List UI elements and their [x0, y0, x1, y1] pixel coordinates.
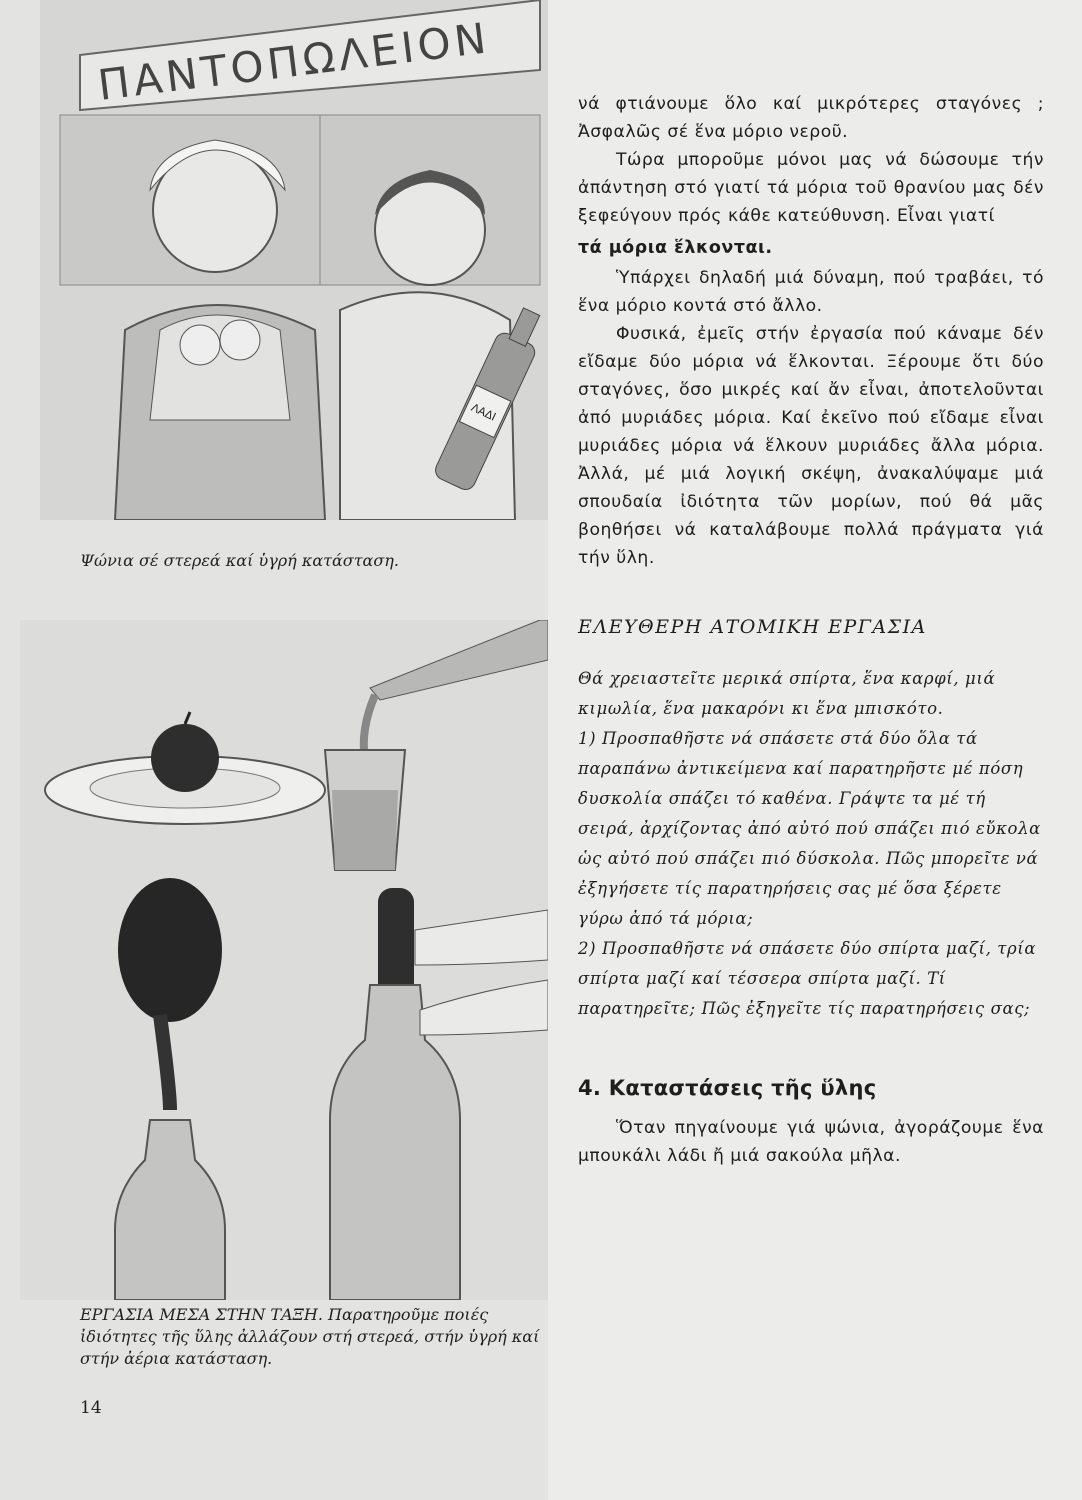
classwork-caption: ΕΡΓΑΣΙΑ ΜΕΣΑ ΣΤΗΝ ΤΑΞΗ. Παρατηροῦμε ποιές ἰδιότητες τῆς ὕλης ἀλλάζουν στή στερεά, στήν ὑγρή καί στήν ἀέρια κατάσταση. [80, 1305, 540, 1368]
page-number: 14 [80, 1398, 102, 1418]
paragraph-explanation: Φυσικά, ἐμεῖς στήν ἐργασία πού κάναμε δέν εἴδαμε δύο μόρια νά ἕλκονται. Ξέρουμε ὅτι δύο σταγόνες, ὅσο μικρές καί ἄν εἶναι, ἀποτελοῦνται ἀπό μυριάδες μόρια. Καί ἐκεῖνο πού εἴδαμε εἶναι μυριάδες μόρια νά ἕλκουν μυριάδες ἄλλα μόρια. Ἀλλά, μέ μιά λογική σκέψη, ἀνακαλύψαμε μιά σπουδαία ἰδιότητα τῶν μορίων, πού θά μᾶς βοηθήσει νά καταλάβουμε πολλά πράγματα γιά τήν ὕλη. [578, 324, 1044, 568]
key-statement: τά μόρια ἕλκονται. [578, 238, 773, 258]
section-4-text: Ὅταν πηγαίνουμε γιά ψώνια, ἀγοράζουμε ἕνα μπουκάλι λάδι ἤ μιά σακούλα μῆλα. [578, 1118, 1044, 1166]
states-drawing [20, 620, 548, 1300]
paragraph-answer: Τώρα μποροῦμε μόνοι μας νά δώσουμε τήν ἀπάντηση στό γιατί τά μόρια τοῦ θρανίου μας δέν ξεφεύγουν πρός κάθε κατεύθυνση. Εἶναι γιατί [578, 150, 1044, 226]
right-column [578, 90, 1044, 1170]
states-of-matter-illustration [20, 620, 548, 1300]
free-work-intro: Θά χρειαστεῖτε μερικά σπίρτα, ἕνα καρφί, μιά κιμωλία, ἕνα μακαρόνι κι ἕνα μπισκότο. [578, 669, 996, 718]
free-work-item-2: 2) Προσπαθῆστε νά σπάσετε δύο σπίρτα μαζί, τρία σπίρτα μαζί καί τέσσερα σπίρτα μαζί. Τί παρατηρεῖτε; Πῶς ἐξηγεῖτε τίς παρατηρήσεις σας; [578, 939, 1037, 1018]
paragraph-continuation: νά φτιάνουμε ὅλο καί μικρότερες σταγόνες ; Ἀσφαλῶς σέ ἕνα μόριο νεροῦ. [578, 94, 1044, 142]
section-4-title: 4. Καταστάσεις τῆς ὕλης [578, 1076, 877, 1100]
shopping-illustration [40, 0, 548, 520]
bottle-label-text: ΛΑΔΙ [469, 400, 498, 424]
shopping-drawing [40, 0, 548, 520]
shop-sign-text: ΠΑΝΤΟΠΩΛΕΙΟΝ [95, 13, 493, 110]
free-work-heading: ΕΛΕΥΘΕΡΗ ΑΤΟΜΙΚΗ ΕΡΓΑΣΙΑ [578, 616, 927, 638]
free-work-item-1: 1) Προσπαθῆστε νά σπάσετε στά δύο ὅλα τά παραπάνω ἀντικείμενα καί παρατηρῆστε μέ πόση δυσκολία σπάζει τό καθένα. Γράψτε τα μέ τή σειρά, ἀρχίζοντας ἀπό αὐτό πού σπάζει πιό εὔκολα ὡς αὐτό πού σπάζει πιό δύσκολα. Πῶς μπορεῖτε νά ἐξηγήσετε τίς παρατηρήσεις σας μέ ὅσα ξέρετε γύρω ἀπό τά μόρια; [578, 729, 1041, 928]
shopping-caption: Ψώνια σέ στερεά καί ὑγρή κατάσταση. [80, 551, 399, 570]
paragraph-force: Ὑπάρχει δηλαδή μιά δύναμη, πού τραβάει, τό ἕνα μόριο κοντά στό ἄλλο. [578, 268, 1044, 316]
